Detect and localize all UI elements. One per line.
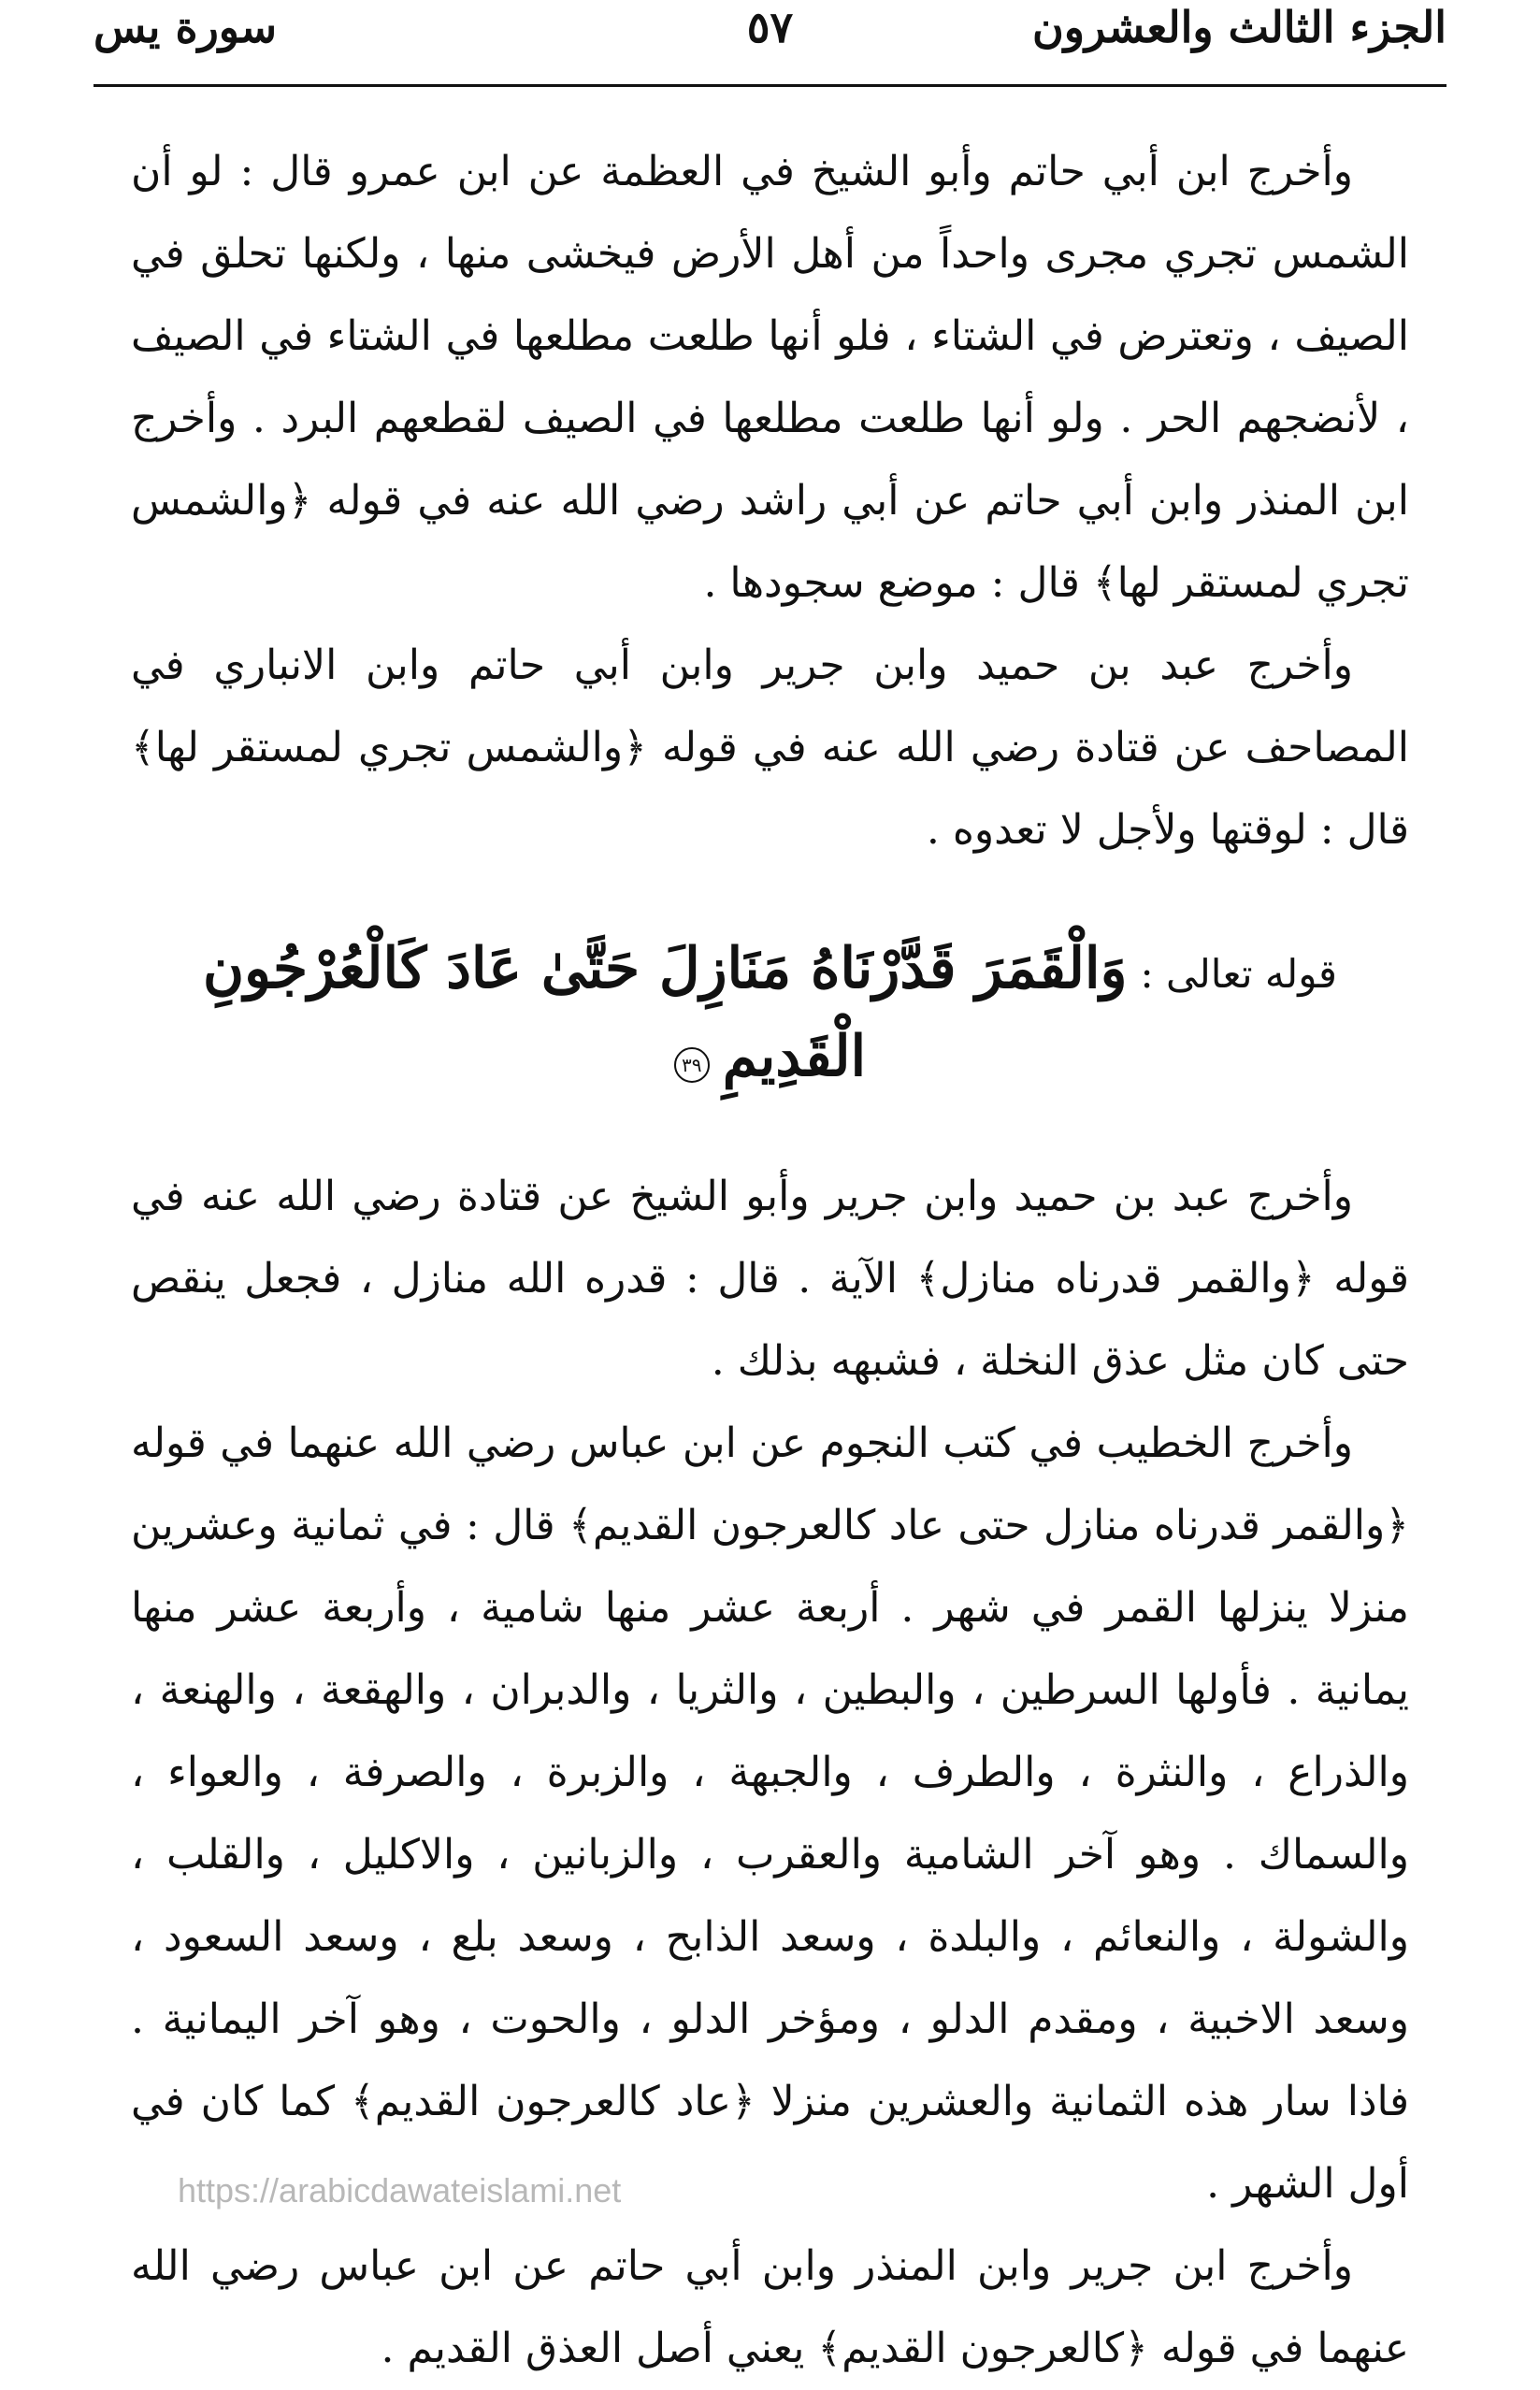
part-title: الجزء الثالث والعشرون [1031, 2, 1446, 52]
paragraph: وأخرج ابن أبي حاتم وأبو الشيخ في العظمة عن ابن عمرو قال : لو أن الشمس تجري مجرى واحداً من أهل الأرض فيخشى منها ، ولكنها تحلق في الصيف ، وتعترض في الشتاء ، فلو أنها طلعت مطلعها في الشتاء في الصيف ، لأنضجهم الحر . ولو أنها طلعت مطلعها في الصيف لقطعهم البرد . وأخرج ابن المنذر وابن أبي حاتم عن أبي راشد رضي الله عنه في قوله ﴿والشمس تجري لمستقر لها﴾ قال : موضع سجودها . [131, 148, 1409, 607]
page-body [131, 131, 1409, 2390]
paragraph: وأخرج الخطيب في كتب النجوم عن ابن عباس رضي الله عنهما في قوله ﴿والقمر قدرناه منازل حتى عاد كالعرجون القديم﴾ قال : في ثمانية وعشرين منزلا ينزلها القمر في شهر . أربعة عشر منها شامية ، وأربعة عشر منها يمانية . فأولها السرطين ، والبطين ، والثريا ، والدبران ، والهقعة ، والهنعة ، والذراع ، والنثرة ، والطرف ، والجبهة ، والزبرة ، والصرفة ، والعواء ، والسماك . وهو آخر الشامية والعقرب ، والزبانين ، والاكليل ، والقلب ، والشولة ، والنعائم ، والبلدة ، وسعد الذابح ، وسعد بلع ، وسعد السعود ، وسعد الاخبية ، ومقدم الدلو ، ومؤخر الدلو ، والحوت ، وهو آخر اليمانية . فاذا سار هذه الثمانية والعشرين منزلا ﴿عاد كالعرجون القديم﴾ كما كان في أول الشهر . [131, 1419, 1409, 2208]
ayah-number-mark: ٣٩ [674, 1047, 710, 1083]
quran-verse: وَالْقَمَرَ قَدَّرْنَاهُ مَنَازِلَ حَتَّىٰ عَادَ كَالْعُرْجُونِ الْقَدِيمِ [202, 936, 1128, 1089]
page-number: ٥٧ [746, 2, 794, 52]
paragraph: وأخرج عبد بن حميد وابن جرير وابن أبي حاتم وابن الانباري في المصاحف عن قتادة رضي الله عنه في قوله ﴿والشمس تجري لمستقر لها﴾ قال : لوقتها ولأجل لا تعدوه . [131, 641, 1409, 854]
verse-lead: قوله تعالى : [1140, 951, 1337, 997]
verse-heading [131, 928, 1409, 1103]
paragraph: وأخرج عبد بن حميد وابن جرير وأبو الشيخ عن قتادة رضي الله عنه في قوله ﴿والقمر قدرناه منازل﴾ الآية . قال : قدره الله منازل ، فجعل ينقص حتى كان مثل عذق النخلة ، فشبهه بذلك . [131, 1173, 1409, 1385]
header-rule [94, 84, 1446, 87]
surah-title: سورة يس [94, 2, 278, 52]
watermark-url: https://arabicdawateislami.net [178, 2171, 622, 2210]
running-header [94, 0, 1446, 77]
paragraph: وأخرج ابن جرير وابن المنذر وابن أبي حاتم عن ابن عباس رضي الله عنهما في قوله ﴿كالعرجون القديم﴾ يعني أصل العذق القديم . [131, 2242, 1409, 2372]
